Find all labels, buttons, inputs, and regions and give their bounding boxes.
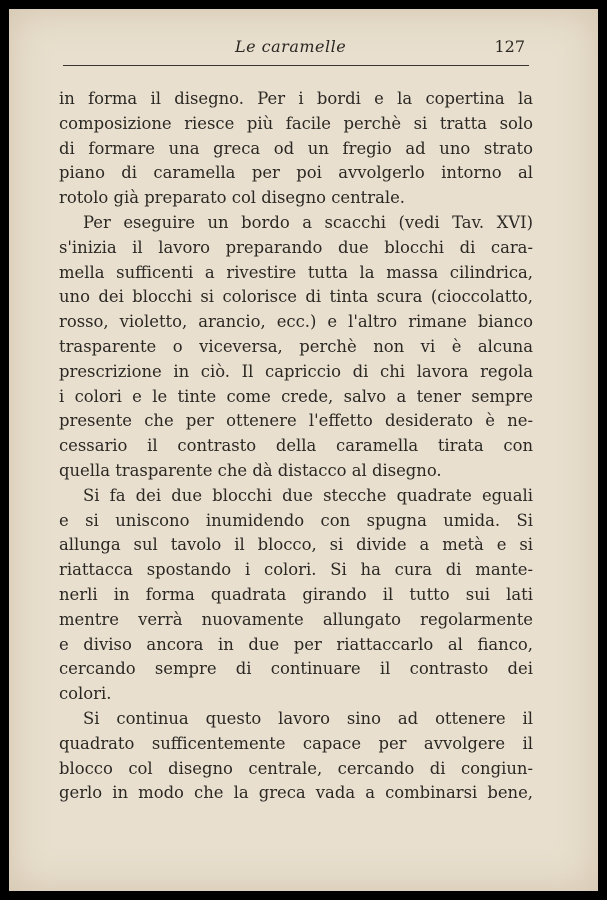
paragraph-4 bbox=[59, 707, 533, 806]
body-text bbox=[59, 87, 533, 806]
text-line: i colori e le tinte come crede, salvo a tener sempre bbox=[59, 386, 533, 406]
text-line: quella trasparente che dà distacco al disegno. bbox=[59, 460, 442, 480]
text-line: blocco col disegno centrale, cercando di congiun- bbox=[59, 758, 533, 778]
text-line: nerli in forma quadrata girando il tutto sui lati bbox=[59, 584, 533, 604]
paragraph-1 bbox=[59, 87, 533, 211]
text-line: s'inizia il lavoro preparando due blocchi di cara- bbox=[59, 237, 533, 257]
book-page bbox=[9, 9, 598, 891]
text-line: composizione riesce più facile perchè si tratta solo bbox=[59, 113, 533, 133]
text-line: quadrato sufficentemente capace per avvolgere il bbox=[59, 733, 533, 753]
page-header bbox=[63, 35, 529, 66]
text-line: Si continua questo lavoro sino ad ottenere il bbox=[83, 708, 533, 728]
text-line: rosso, violetto, arancio, ecc.) e l'altro rimane bianco bbox=[59, 312, 533, 332]
text-line: prescrizione in ciò. Il capriccio di chi lavora regola bbox=[59, 361, 533, 381]
text-line: cercando sempre di continuare il contrasto dei bbox=[59, 659, 533, 679]
text-line: riattacca spostando i colori. Si ha cura di mante- bbox=[59, 560, 533, 580]
text-line: allunga sul tavolo il blocco, si divide a metà e si bbox=[59, 535, 533, 555]
page-number: 127 bbox=[494, 37, 525, 56]
paragraph-2 bbox=[59, 211, 533, 484]
text-line: uno dei blocchi si colorisce di tinta scura (cioccolatto, bbox=[59, 287, 533, 307]
text-line: rotolo già preparato col disegno centrale. bbox=[59, 188, 406, 208]
text-line: mentre verrà nuovamente allungato regolarmente bbox=[59, 609, 533, 629]
text-line: in forma il disegno. Per i bordi e la copertina la bbox=[59, 89, 533, 108]
running-title: Le caramelle bbox=[235, 37, 347, 56]
text-line: presente che per ottenere l'effetto desiderato è ne- bbox=[59, 411, 533, 431]
text-line: Per eseguire un bordo a scacchi (vedi Tav. XVI) bbox=[83, 212, 533, 232]
text-line: gerlo in modo che la greca vada a combinarsi bene, bbox=[59, 783, 533, 803]
text-line: mella sufficenti a rivestire tutta la massa cilindrica, bbox=[59, 262, 533, 282]
paragraph-3 bbox=[59, 484, 533, 707]
text-line: di formare una greca od un fregio ad uno strato bbox=[59, 138, 533, 158]
text-line: piano di caramella per poi avvolgerlo intorno al bbox=[59, 163, 533, 183]
text-line: e diviso ancora in due per riattaccarlo al fianco, bbox=[59, 634, 533, 654]
text-line: Si fa dei due blocchi due stecche quadrate eguali bbox=[83, 485, 533, 505]
text-line: colori. bbox=[59, 684, 112, 704]
text-line: trasparente o viceversa, perchè non vi è alcuna bbox=[59, 336, 533, 356]
text-line: e si uniscono inumidendo con spugna umida. Si bbox=[59, 510, 533, 530]
text-line: cessario il contrasto della caramella tirata con bbox=[59, 436, 533, 456]
